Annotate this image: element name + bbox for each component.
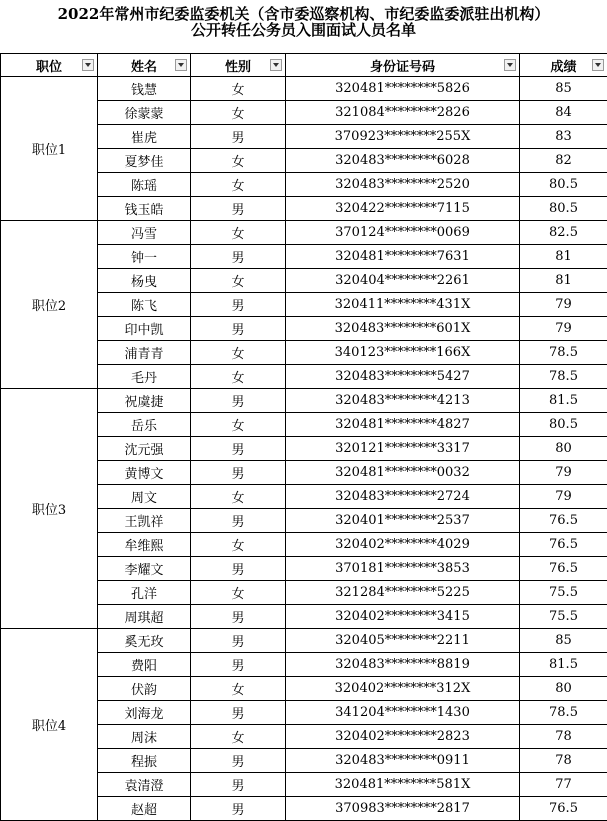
score-cell: 79 [520, 485, 607, 509]
score-cell: 83 [520, 125, 607, 149]
name-cell: 周沫 [98, 725, 191, 749]
name-cell: 冯雪 [98, 221, 191, 245]
name-cell: 袁清澄 [98, 773, 191, 797]
score-cell: 75.5 [520, 605, 607, 629]
id-number-cell: 320483********8819 [286, 653, 520, 677]
gender-cell: 男 [191, 437, 286, 461]
id-number-cell: 320404********2261 [286, 269, 520, 293]
gender-cell: 男 [191, 125, 286, 149]
score-cell: 78 [520, 725, 607, 749]
score-cell: 75.5 [520, 581, 607, 605]
gender-cell: 男 [191, 653, 286, 677]
id-number-cell: 320481********581X [286, 773, 520, 797]
score-cell: 78.5 [520, 701, 607, 725]
name-cell: 陈飞 [98, 293, 191, 317]
filter-dropdown-icon[interactable] [270, 59, 282, 71]
header-label: 性别 [224, 59, 251, 75]
id-number-cell: 320402********312X [286, 677, 520, 701]
gender-cell: 男 [191, 749, 286, 773]
name-cell: 祝虞捷 [98, 389, 191, 413]
name-cell: 钱玉皓 [98, 197, 191, 221]
gender-cell: 男 [191, 509, 286, 533]
header-gender [191, 54, 286, 77]
name-cell: 杨曳 [98, 269, 191, 293]
gender-cell: 男 [191, 245, 286, 269]
position-cell: 职位1 [1, 77, 98, 221]
id-number-cell: 320481********0032 [286, 461, 520, 485]
position-cell: 职位2 [1, 221, 98, 389]
score-cell: 78 [520, 749, 607, 773]
table-row [1, 389, 607, 413]
score-cell: 79 [520, 461, 607, 485]
id-number-cell: 320411********431X [286, 293, 520, 317]
gender-cell: 男 [191, 461, 286, 485]
table-row [1, 629, 607, 653]
gender-cell: 女 [191, 341, 286, 365]
gender-cell: 男 [191, 797, 286, 821]
gender-cell: 女 [191, 149, 286, 173]
id-number-cell: 370124********0069 [286, 221, 520, 245]
position-cell: 职位3 [1, 389, 98, 629]
score-cell: 82.5 [520, 221, 607, 245]
name-cell: 沈元强 [98, 437, 191, 461]
gender-cell: 女 [191, 677, 286, 701]
score-cell: 80.5 [520, 197, 607, 221]
id-number-cell: 320402********2823 [286, 725, 520, 749]
id-number-cell: 320483********6028 [286, 149, 520, 173]
score-cell: 76.5 [520, 797, 607, 821]
name-cell: 刘海龙 [98, 701, 191, 725]
table-row [1, 77, 607, 101]
name-cell: 岳乐 [98, 413, 191, 437]
gender-cell: 女 [191, 77, 286, 101]
name-cell: 费阳 [98, 653, 191, 677]
gender-cell: 男 [191, 317, 286, 341]
id-number-cell: 320483********2520 [286, 173, 520, 197]
name-cell: 孔洋 [98, 581, 191, 605]
name-cell: 周琪超 [98, 605, 191, 629]
table-row [1, 221, 607, 245]
id-number-cell: 370923********255X [286, 125, 520, 149]
name-cell: 李耀文 [98, 557, 191, 581]
score-cell: 80.5 [520, 173, 607, 197]
id-number-cell: 320483********601X [286, 317, 520, 341]
name-cell: 周文 [98, 485, 191, 509]
id-number-cell: 370983********2817 [286, 797, 520, 821]
score-cell: 81 [520, 269, 607, 293]
score-cell: 79 [520, 293, 607, 317]
candidate-table [0, 53, 607, 821]
score-cell: 81 [520, 245, 607, 269]
name-cell: 崔虎 [98, 125, 191, 149]
gender-cell: 女 [191, 365, 286, 389]
id-number-cell: 321084********2826 [286, 101, 520, 125]
gender-cell: 女 [191, 485, 286, 509]
name-cell: 印中凯 [98, 317, 191, 341]
filter-dropdown-icon[interactable] [592, 59, 604, 71]
name-cell: 伏韵 [98, 677, 191, 701]
name-cell: 黄博文 [98, 461, 191, 485]
gender-cell: 男 [191, 389, 286, 413]
header-position [1, 54, 98, 77]
score-cell: 76.5 [520, 533, 607, 557]
score-cell: 85 [520, 629, 607, 653]
gender-cell: 女 [191, 581, 286, 605]
document-title [0, 0, 607, 41]
name-cell: 奚无玫 [98, 629, 191, 653]
score-cell: 80 [520, 437, 607, 461]
name-cell: 陈瑶 [98, 173, 191, 197]
name-cell: 钟一 [98, 245, 191, 269]
gender-cell: 男 [191, 197, 286, 221]
gender-cell: 女 [191, 413, 286, 437]
name-cell: 赵超 [98, 797, 191, 821]
table-body [1, 77, 607, 821]
score-cell: 81.5 [520, 653, 607, 677]
id-number-cell: 320402********4029 [286, 533, 520, 557]
gender-cell: 男 [191, 293, 286, 317]
name-cell: 钱慧 [98, 77, 191, 101]
title-line-1: 2022年常州市纪委监委机关（含市委巡察机构、市纪委监委派驻出机构） [57, 5, 550, 23]
position-cell: 职位4 [1, 629, 98, 821]
gender-cell: 女 [191, 221, 286, 245]
id-number-cell: 320481********4827 [286, 413, 520, 437]
score-cell: 76.5 [520, 557, 607, 581]
id-number-cell: 320481********7631 [286, 245, 520, 269]
name-cell: 徐蒙蒙 [98, 101, 191, 125]
score-cell: 84 [520, 101, 607, 125]
filter-dropdown-icon[interactable] [82, 59, 94, 71]
gender-cell: 男 [191, 605, 286, 629]
gender-cell: 女 [191, 173, 286, 197]
gender-cell: 女 [191, 101, 286, 125]
filter-dropdown-icon[interactable] [504, 59, 516, 71]
score-cell: 79 [520, 317, 607, 341]
id-number-cell: 320483********4213 [286, 389, 520, 413]
id-number-cell: 320483********0911 [286, 749, 520, 773]
score-cell: 80.5 [520, 413, 607, 437]
score-cell: 77 [520, 773, 607, 797]
header-id-number [286, 54, 520, 77]
id-number-cell: 341204********1430 [286, 701, 520, 725]
gender-cell: 女 [191, 533, 286, 557]
id-number-cell: 320422********7115 [286, 197, 520, 221]
id-number-cell: 320481********5826 [286, 77, 520, 101]
id-number-cell: 320483********2724 [286, 485, 520, 509]
name-cell: 浦青青 [98, 341, 191, 365]
id-number-cell: 370181********3853 [286, 557, 520, 581]
id-number-cell: 320483********5427 [286, 365, 520, 389]
header-score [520, 54, 607, 77]
name-cell: 牟维熙 [98, 533, 191, 557]
header-name [98, 54, 191, 77]
score-cell: 78.5 [520, 341, 607, 365]
score-cell: 80 [520, 677, 607, 701]
id-number-cell: 320402********3415 [286, 605, 520, 629]
gender-cell: 男 [191, 773, 286, 797]
header-label: 成绩 [550, 59, 577, 75]
gender-cell: 男 [191, 557, 286, 581]
id-number-cell: 320405********2211 [286, 629, 520, 653]
score-cell: 85 [520, 77, 607, 101]
gender-cell: 男 [191, 629, 286, 653]
id-number-cell: 321284********5225 [286, 581, 520, 605]
score-cell: 76.5 [520, 509, 607, 533]
header-label: 身份证号码 [369, 59, 435, 75]
id-number-cell: 340123********166X [286, 341, 520, 365]
name-cell: 夏梦佳 [98, 149, 191, 173]
score-cell: 78.5 [520, 365, 607, 389]
header-row [1, 54, 607, 77]
header-label: 职位 [35, 59, 62, 75]
title-line-2: 公开转任公务员入围面试人员名单 [190, 21, 416, 39]
gender-cell: 女 [191, 725, 286, 749]
filter-dropdown-icon[interactable] [175, 59, 187, 71]
id-number-cell: 320121********3317 [286, 437, 520, 461]
id-number-cell: 320401********2537 [286, 509, 520, 533]
header-label: 姓名 [130, 59, 157, 75]
score-cell: 82 [520, 149, 607, 173]
name-cell: 王凯祥 [98, 509, 191, 533]
score-cell: 81.5 [520, 389, 607, 413]
name-cell: 毛丹 [98, 365, 191, 389]
gender-cell: 男 [191, 701, 286, 725]
gender-cell: 女 [191, 269, 286, 293]
name-cell: 程振 [98, 749, 191, 773]
